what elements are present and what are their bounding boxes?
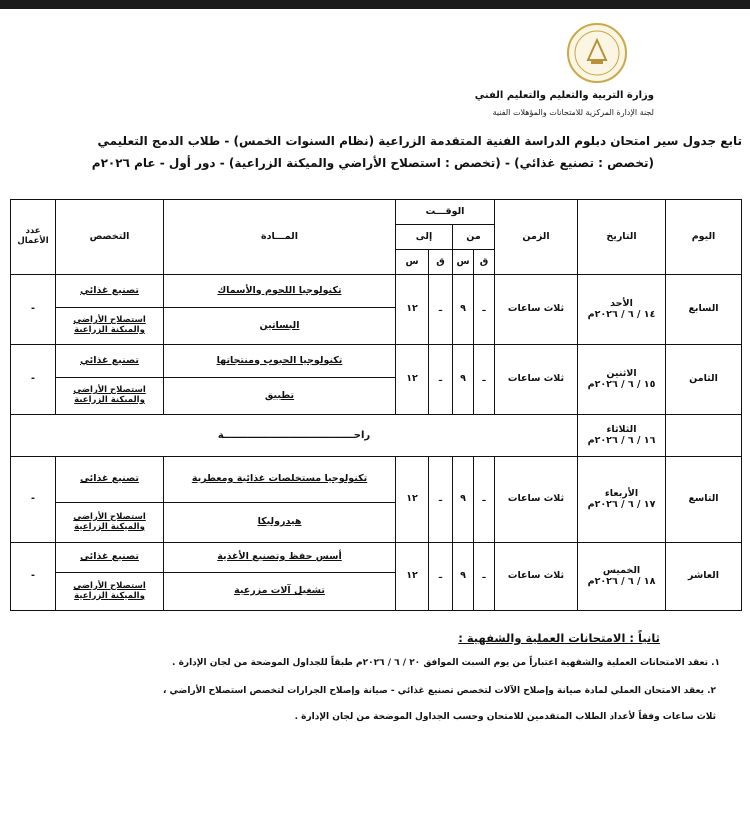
subject-cell: تكنولوجيا الحبوب ومنتجاتها [164,345,396,378]
duration-cell: ثلاث ساعات [495,345,578,415]
header-date: التاريخ [578,200,666,275]
subject-cell: أسس حفظ وتصنيع الأغذية [164,543,396,573]
weekday: الاثنين [606,367,637,379]
date-value: ١٦ / ٦ / ٢٠٢٦م [587,434,656,446]
header-from: من [453,225,495,250]
periods-cell: - [11,543,56,611]
weekday: الثلاثاء [606,423,637,435]
periods-cell: - [11,345,56,415]
date-cell [578,457,666,543]
from-minute: ـ [474,543,495,611]
date-cell [578,345,666,415]
holiday-rest-cell: راحــــــــــــــــــــــــــــــــــــــة [11,415,578,457]
header-specialization: التخصص [56,200,164,275]
date-value: ١٨ / ٦ / ٢٠٢٦م [587,575,656,587]
department-name: لجنة الإدارة المركزية للامتحانات والمؤهلات الفنية [492,108,654,117]
header-time: الوقـــت [396,200,495,225]
header-hour: س [453,250,474,275]
to-minute: ـ [429,457,453,543]
header-periods: عدد الأعمال [11,200,56,275]
to-hour: ١٢ [396,275,429,345]
specialization-cell: استصلاح الأراضي والميكنة الزراعية [56,378,164,415]
date-cell [578,275,666,345]
header-day: اليوم [666,200,742,275]
day-cell: الثامن [666,345,742,415]
from-hour: ٩ [453,345,474,415]
schedule-title-line1: تابع جدول سير امتحان دبلوم الدراسة الفنية المتقدمة الزراعية (نظام السنوات الخمس) - طلاب الدمج التعليمي [97,134,742,148]
duration-cell: ثلاث ساعات [495,275,578,345]
top-dark-bar [0,0,750,9]
section2-note: ١. تعقد الامتحانات العملية والشفهية اعتباراً من يوم السبت الموافق ٢٠ / ٦ / ٢٠٢٦م طبقاً للجداول الموضحة من لجان الإدارة . [172,658,720,668]
date-value: ١٧ / ٦ / ٢٠٢٦م [587,498,656,510]
from-minute: ـ [474,457,495,543]
holiday-date-cell [578,415,666,457]
weekday: الأربعاء [604,487,639,499]
header-to: إلى [396,225,453,250]
weekday: الأحد [610,297,633,309]
specialization-cell: تصنيع غذائي [56,345,164,378]
to-hour: ١٢ [396,543,429,611]
header-minute: ق [429,250,453,275]
holiday-day-cell [666,415,742,457]
to-minute: ـ [429,275,453,345]
section2-note: ٢. يعقد الامتحان العملي لمادة صيانة وإصلاح الآلات لتخصص تصنيع غذائي - صيانة وإصلاح الجرارات لتخصص استصلاح الأراضي ، [163,686,716,696]
header-subject: المـــادة [164,200,396,275]
from-hour: ٩ [453,543,474,611]
ministry-name: وزارة التربية والتعليم والتعليم الفني [474,90,654,101]
subject-cell: تكنولوجيا مستخلصات غذائية ومعطرية [164,457,396,503]
ministry-seal-icon [566,22,628,84]
day-cell: العاشر [666,543,742,611]
section2-title: ثانياً : الامتحانات العملية والشفهية : [458,631,660,645]
date-cell [578,543,666,611]
schedule-title-line2: (تخصص : تصنيع غذائي) - (تخصص : استصلاح الأراضي والميكنة الزراعية) - دور أول - عام ٢٠٢٦م [91,156,654,170]
weekday: الخميس [602,564,641,576]
section2-note: ثلاث ساعات وفقاً لأعداد الطلاب المتقدمين للامتحان وحسب الجداول الموضحة من لجان الإدارة . [294,712,716,722]
periods-cell: - [11,457,56,543]
day-cell: السابع [666,275,742,345]
to-minute: ـ [429,543,453,611]
subject-cell: البساتين [164,308,396,345]
duration-cell: ثلاث ساعات [495,457,578,543]
specialization-cell: استصلاح الأراضي والميكنة الزراعية [56,308,164,345]
subject-cell: تكنولوجيا اللحوم والأسماك [164,275,396,308]
to-hour: ١٢ [396,457,429,543]
to-hour: ١٢ [396,345,429,415]
from-hour: ٩ [453,457,474,543]
day-cell: التاسع [666,457,742,543]
periods-cell: - [11,275,56,345]
date-value: ١٥ / ٦ / ٢٠٢٦م [587,378,656,390]
to-minute: ـ [429,345,453,415]
date-value: ١٤ / ٦ / ٢٠٢٦م [587,308,656,320]
header-hour: س [396,250,429,275]
specialization-cell: تصنيع غذائي [56,457,164,503]
duration-cell: ثلاث ساعات [495,543,578,611]
specialization-cell: استصلاح الأراضي والميكنة الزراعية [56,573,164,611]
specialization-cell: تصنيع غذائي [56,275,164,308]
specialization-cell: تصنيع غذائي [56,543,164,573]
header-minute: ق [474,250,495,275]
subject-cell: تشغيل آلات مزرعية [164,573,396,611]
from-hour: ٩ [453,275,474,345]
subject-cell: هيدروليكا [164,503,396,543]
from-minute: ـ [474,345,495,415]
specialization-cell: استصلاح الأراضي والميكنة الزراعية [56,503,164,543]
from-minute: ـ [474,275,495,345]
subject-cell: تطبيق [164,378,396,415]
header-duration: الزمن [495,200,578,275]
exam-schedule-table [10,199,742,611]
